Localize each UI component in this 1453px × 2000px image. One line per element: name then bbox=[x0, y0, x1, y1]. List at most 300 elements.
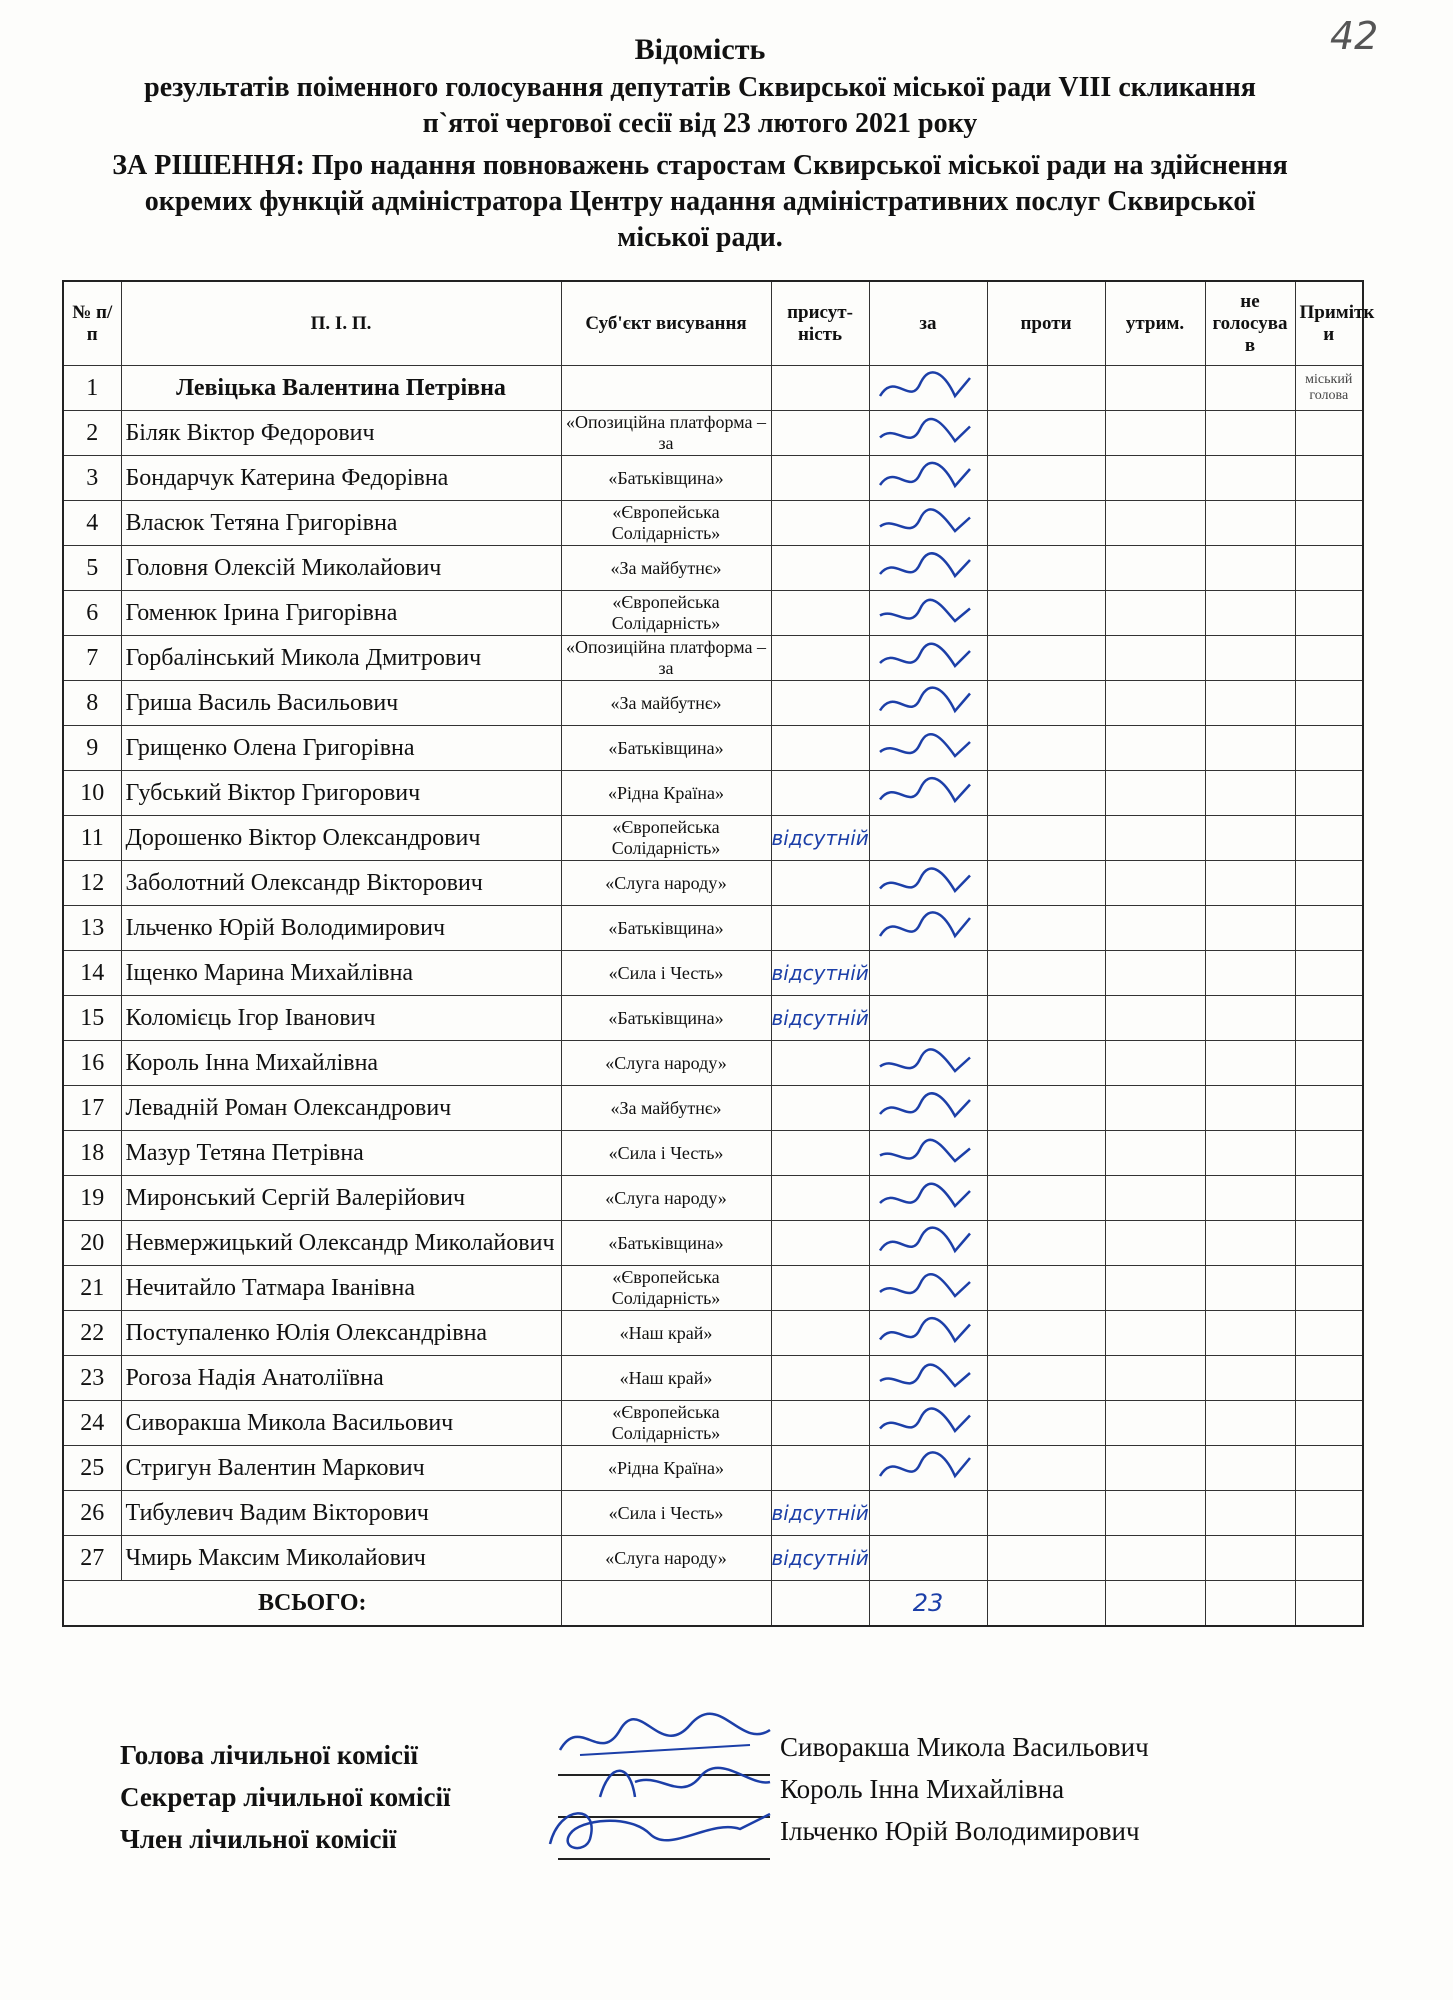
row-for-signature bbox=[869, 726, 987, 771]
row-abstain bbox=[1105, 1086, 1205, 1131]
row-not-voted bbox=[1205, 1446, 1295, 1491]
row-for-signature bbox=[869, 546, 987, 591]
row-party: «Наш край» bbox=[561, 1356, 771, 1401]
row-party: «Рідна Країна» bbox=[561, 771, 771, 816]
row-not-voted bbox=[1205, 1041, 1295, 1086]
table-row bbox=[63, 996, 1363, 1041]
row-not-voted bbox=[1205, 951, 1295, 996]
signature-icon bbox=[870, 1041, 980, 1085]
table-row bbox=[63, 501, 1363, 546]
row-num: 20 bbox=[63, 1221, 121, 1266]
row-name: Чмирь Максим Миколайович bbox=[121, 1536, 561, 1581]
row-not-voted bbox=[1205, 1266, 1295, 1311]
row-abstain bbox=[1105, 1266, 1205, 1311]
row-party bbox=[561, 366, 771, 411]
row-abstain bbox=[1105, 951, 1205, 996]
row-name: Сиворакша Микола Васильович bbox=[121, 1401, 561, 1446]
total-for-value: 23 bbox=[869, 1581, 987, 1627]
row-name: Левіцька Валентина Петрівна bbox=[121, 366, 561, 411]
row-abstain bbox=[1105, 771, 1205, 816]
row-num: 4 bbox=[63, 501, 121, 546]
row-num: 21 bbox=[63, 1266, 121, 1311]
absent-mark: відсутній bbox=[771, 960, 869, 985]
row-not-voted bbox=[1205, 1131, 1295, 1176]
row-not-voted bbox=[1205, 1221, 1295, 1266]
signature-icon bbox=[870, 726, 980, 770]
row-against bbox=[987, 366, 1105, 411]
row-present bbox=[771, 1131, 869, 1176]
row-note bbox=[1295, 681, 1363, 726]
row-present bbox=[771, 366, 869, 411]
row-present bbox=[771, 636, 869, 681]
row-num: 15 bbox=[63, 996, 121, 1041]
row-name: Левадній Роман Олександрович bbox=[121, 1086, 561, 1131]
row-num: 18 bbox=[63, 1131, 121, 1176]
row-not-voted bbox=[1205, 1401, 1295, 1446]
row-for-signature bbox=[869, 1536, 987, 1581]
col-num: № п/п bbox=[63, 281, 121, 366]
voting-table bbox=[62, 280, 1375, 1627]
signature-icon bbox=[870, 1266, 980, 1310]
row-present bbox=[771, 1401, 869, 1446]
row-against bbox=[987, 1266, 1105, 1311]
row-against bbox=[987, 636, 1105, 681]
signature-icon bbox=[870, 1176, 980, 1220]
row-party: «Слуга народу» bbox=[561, 1536, 771, 1581]
row-not-voted bbox=[1205, 996, 1295, 1041]
row-abstain bbox=[1105, 861, 1205, 906]
row-against bbox=[987, 1311, 1105, 1356]
table-row bbox=[63, 906, 1363, 951]
row-name: Мазур Тетяна Петрівна bbox=[121, 1131, 561, 1176]
row-name: Невмержицький Олександр Миколайович bbox=[121, 1221, 561, 1266]
row-num: 7 bbox=[63, 636, 121, 681]
row-not-voted bbox=[1205, 501, 1295, 546]
table-row bbox=[63, 951, 1363, 996]
row-party: «Європейська Солідарність» bbox=[561, 816, 771, 861]
commission-secretary-role: Секретар лічильної комісії bbox=[120, 1782, 451, 1812]
table-row bbox=[63, 1086, 1363, 1131]
col-present: присут-ність bbox=[771, 281, 869, 366]
row-note bbox=[1295, 1401, 1363, 1446]
row-party: «Батьківщина» bbox=[561, 726, 771, 771]
row-abstain bbox=[1105, 1041, 1205, 1086]
row-present bbox=[771, 501, 869, 546]
row-against bbox=[987, 771, 1105, 816]
row-for-signature bbox=[869, 1401, 987, 1446]
row-not-voted bbox=[1205, 1536, 1295, 1581]
row-abstain bbox=[1105, 456, 1205, 501]
table-row bbox=[63, 771, 1363, 816]
col-abstain: утрим. bbox=[1105, 281, 1205, 366]
decision-line2: окремих функцій адміністратора Центру надання адміністративних послуг Сквирської bbox=[144, 186, 1256, 217]
row-present bbox=[771, 1086, 869, 1131]
row-name: Гриша Василь Васильович bbox=[121, 681, 561, 726]
row-for-signature bbox=[869, 1491, 987, 1536]
row-present bbox=[771, 1536, 869, 1581]
row-num: 11 bbox=[63, 816, 121, 861]
table-row bbox=[63, 636, 1363, 681]
row-note bbox=[1295, 726, 1363, 771]
table-row bbox=[63, 816, 1363, 861]
row-abstain bbox=[1105, 1131, 1205, 1176]
row-note bbox=[1295, 1176, 1363, 1221]
row-num: 9 bbox=[63, 726, 121, 771]
row-num: 6 bbox=[63, 591, 121, 636]
row-against bbox=[987, 1176, 1105, 1221]
table-row bbox=[63, 1536, 1363, 1581]
row-num: 23 bbox=[63, 1356, 121, 1401]
row-name: Горбалінський Микола Дмитрович bbox=[121, 636, 561, 681]
row-not-voted bbox=[1205, 861, 1295, 906]
absent-mark: відсутній bbox=[771, 1500, 869, 1525]
row-for-signature bbox=[869, 861, 987, 906]
row-party: «Опозиційна платформа – за bbox=[561, 411, 771, 456]
row-against bbox=[987, 816, 1105, 861]
table-row bbox=[63, 1221, 1363, 1266]
row-not-voted bbox=[1205, 1356, 1295, 1401]
signature-icon bbox=[870, 501, 980, 545]
table-row bbox=[63, 1311, 1363, 1356]
row-present bbox=[771, 1221, 869, 1266]
row-against bbox=[987, 1356, 1105, 1401]
signature-icon bbox=[870, 1221, 980, 1265]
row-for-signature bbox=[869, 501, 987, 546]
row-num: 25 bbox=[63, 1446, 121, 1491]
table-row bbox=[63, 1401, 1363, 1446]
row-num: 10 bbox=[63, 771, 121, 816]
row-party: «Батьківщина» bbox=[561, 456, 771, 501]
row-not-voted bbox=[1205, 771, 1295, 816]
signature-icon bbox=[870, 681, 980, 725]
document-header bbox=[40, 30, 1360, 256]
total-abstain-cell bbox=[1105, 1581, 1205, 1627]
row-for-signature bbox=[869, 1221, 987, 1266]
row-name: Поступаленко Юлія Олександрівна bbox=[121, 1311, 561, 1356]
signature-icon bbox=[870, 1311, 980, 1355]
commission-member-role: Член лічильної комісії bbox=[120, 1824, 397, 1854]
commission-head-name: Сиворакша Микола Васильович bbox=[780, 1732, 1149, 1762]
col-party: Суб'єкт висування bbox=[561, 281, 771, 366]
row-party: «Європейська Солідарність» bbox=[561, 591, 771, 636]
document-subtitle-line2: п`ятої чергової сесії від 23 лютого 2021 року bbox=[422, 108, 978, 139]
row-note bbox=[1295, 1131, 1363, 1176]
row-num: 5 bbox=[63, 546, 121, 591]
row-abstain bbox=[1105, 591, 1205, 636]
col-note: Примітк и bbox=[1295, 281, 1363, 366]
signature-icon bbox=[870, 1086, 980, 1130]
row-name: Рогоза Надія Анатоліївна bbox=[121, 1356, 561, 1401]
row-for-signature bbox=[869, 1356, 987, 1401]
row-abstain bbox=[1105, 996, 1205, 1041]
member-signature-icon bbox=[540, 1794, 780, 1864]
absent-mark: відсутній bbox=[771, 1005, 869, 1030]
row-abstain bbox=[1105, 1356, 1205, 1401]
row-note bbox=[1295, 411, 1363, 456]
signature-icon bbox=[870, 906, 980, 950]
row-num: 24 bbox=[63, 1401, 121, 1446]
row-num: 2 bbox=[63, 411, 121, 456]
row-not-voted bbox=[1205, 591, 1295, 636]
signature-icon bbox=[870, 546, 980, 590]
row-note bbox=[1295, 951, 1363, 996]
table-row bbox=[63, 456, 1363, 501]
row-num: 8 bbox=[63, 681, 121, 726]
row-party: «Слуга народу» bbox=[561, 861, 771, 906]
row-present bbox=[771, 861, 869, 906]
total-label: ВСЬОГО: bbox=[63, 1581, 561, 1627]
table-row bbox=[63, 411, 1363, 456]
row-abstain bbox=[1105, 636, 1205, 681]
row-present bbox=[771, 726, 869, 771]
row-against bbox=[987, 996, 1105, 1041]
row-abstain bbox=[1105, 681, 1205, 726]
row-against bbox=[987, 1446, 1105, 1491]
absent-mark: відсутній bbox=[771, 1545, 869, 1570]
row-party: «Рідна Країна» bbox=[561, 1446, 771, 1491]
total-row bbox=[63, 1581, 1363, 1627]
row-for-signature bbox=[869, 1086, 987, 1131]
col-for: за bbox=[869, 281, 987, 366]
table-body bbox=[63, 366, 1363, 1581]
row-num: 12 bbox=[63, 861, 121, 906]
row-not-voted bbox=[1205, 546, 1295, 591]
row-name: Біляк Віктор Федорович bbox=[121, 411, 561, 456]
row-name: Тибулевич Вадим Вікторович bbox=[121, 1491, 561, 1536]
counting-commission bbox=[120, 1732, 1370, 1866]
table-row bbox=[63, 1131, 1363, 1176]
total-against-cell bbox=[987, 1581, 1105, 1627]
row-not-voted bbox=[1205, 636, 1295, 681]
row-against bbox=[987, 726, 1105, 771]
row-present bbox=[771, 1356, 869, 1401]
row-abstain bbox=[1105, 726, 1205, 771]
row-not-voted bbox=[1205, 366, 1295, 411]
row-present bbox=[771, 1491, 869, 1536]
commission-head-role: Голова лічильної комісії bbox=[120, 1740, 418, 1770]
row-present bbox=[771, 546, 869, 591]
row-note bbox=[1295, 816, 1363, 861]
row-for-signature bbox=[869, 1446, 987, 1491]
row-note bbox=[1295, 771, 1363, 816]
row-for-signature bbox=[869, 456, 987, 501]
row-against bbox=[987, 456, 1105, 501]
row-party: «Батьківщина» bbox=[561, 1221, 771, 1266]
row-present bbox=[771, 456, 869, 501]
signature-icon bbox=[870, 861, 980, 905]
row-abstain bbox=[1105, 366, 1205, 411]
signature-icon bbox=[870, 1401, 980, 1445]
row-name: Бондарчук Катерина Федорівна bbox=[121, 456, 561, 501]
row-for-signature bbox=[869, 906, 987, 951]
row-abstain bbox=[1105, 501, 1205, 546]
row-name: Власюк Тетяна Григорівна bbox=[121, 501, 561, 546]
row-present bbox=[771, 681, 869, 726]
row-against bbox=[987, 546, 1105, 591]
decision-line1: ЗА РІШЕННЯ: Про надання повноважень старостам Сквирської міської ради на здійснення bbox=[112, 150, 1288, 181]
row-against bbox=[987, 906, 1105, 951]
row-against bbox=[987, 591, 1105, 636]
row-for-signature bbox=[869, 411, 987, 456]
row-name: Губський Віктор Григорович bbox=[121, 771, 561, 816]
row-num: 17 bbox=[63, 1086, 121, 1131]
col-name: П. І. П. bbox=[121, 281, 561, 366]
row-present bbox=[771, 1041, 869, 1086]
row-against bbox=[987, 1536, 1105, 1581]
row-party: «За майбутнє» bbox=[561, 681, 771, 726]
row-abstain bbox=[1105, 1446, 1205, 1491]
table-row bbox=[63, 726, 1363, 771]
row-party: «За майбутнє» bbox=[561, 546, 771, 591]
row-name: Король Інна Михайлівна bbox=[121, 1041, 561, 1086]
row-abstain bbox=[1105, 1536, 1205, 1581]
row-abstain bbox=[1105, 816, 1205, 861]
table-row bbox=[63, 861, 1363, 906]
row-name: Грищенко Олена Григорівна bbox=[121, 726, 561, 771]
row-name: Стригун Валентин Маркович bbox=[121, 1446, 561, 1491]
col-not-voted: не голосува в bbox=[1205, 281, 1295, 366]
table-row bbox=[63, 1266, 1363, 1311]
row-name: Нечитайло Татмара Іванівна bbox=[121, 1266, 561, 1311]
row-num: 1 bbox=[63, 366, 121, 411]
row-note bbox=[1295, 1041, 1363, 1086]
row-note bbox=[1295, 1086, 1363, 1131]
row-note bbox=[1295, 1266, 1363, 1311]
row-not-voted bbox=[1205, 906, 1295, 951]
commission-secretary-name: Король Інна Михайлівна bbox=[780, 1774, 1065, 1804]
row-for-signature bbox=[869, 1311, 987, 1356]
row-against bbox=[987, 1401, 1105, 1446]
signature-icon bbox=[870, 1356, 980, 1400]
row-abstain bbox=[1105, 411, 1205, 456]
row-party: «Батьківщина» bbox=[561, 906, 771, 951]
row-name: Миронський Сергій Валерійович bbox=[121, 1176, 561, 1221]
signature-icon bbox=[870, 591, 980, 635]
row-note bbox=[1295, 906, 1363, 951]
row-note bbox=[1295, 1221, 1363, 1266]
row-for-signature bbox=[869, 1176, 987, 1221]
row-note bbox=[1295, 861, 1363, 906]
row-num: 19 bbox=[63, 1176, 121, 1221]
row-not-voted bbox=[1205, 1086, 1295, 1131]
row-party: «Сила і Честь» bbox=[561, 1131, 771, 1176]
total-not-voted-cell bbox=[1205, 1581, 1295, 1627]
row-against bbox=[987, 411, 1105, 456]
row-for-signature bbox=[869, 771, 987, 816]
row-not-voted bbox=[1205, 1491, 1295, 1536]
row-party: «Сила і Честь» bbox=[561, 951, 771, 996]
row-present bbox=[771, 1311, 869, 1356]
row-name: Заболотний Олександр Вікторович bbox=[121, 861, 561, 906]
member-signature-line bbox=[558, 1858, 770, 1860]
row-not-voted bbox=[1205, 456, 1295, 501]
table-row bbox=[63, 1446, 1363, 1491]
row-party: «Наш край» bbox=[561, 1311, 771, 1356]
commission-member-row bbox=[120, 1816, 1370, 1866]
document-subtitle-line1: результатів поіменного голосування депутатів Сквирської міської ради VIII скликання bbox=[144, 72, 1256, 103]
row-num: 14 bbox=[63, 951, 121, 996]
row-not-voted bbox=[1205, 411, 1295, 456]
row-num: 22 bbox=[63, 1311, 121, 1356]
row-not-voted bbox=[1205, 1176, 1295, 1221]
commission-member-name: Ільченко Юрій Володимирович bbox=[780, 1816, 1140, 1846]
row-present bbox=[771, 996, 869, 1041]
row-note bbox=[1295, 501, 1363, 546]
row-for-signature bbox=[869, 1041, 987, 1086]
row-abstain bbox=[1105, 1311, 1205, 1356]
row-name: Ільченко Юрій Володимирович bbox=[121, 906, 561, 951]
row-against bbox=[987, 1131, 1105, 1176]
row-against bbox=[987, 1086, 1105, 1131]
row-party: «Сила і Честь» bbox=[561, 1491, 771, 1536]
row-abstain bbox=[1105, 1401, 1205, 1446]
signature-icon bbox=[870, 1446, 980, 1490]
row-against bbox=[987, 1491, 1105, 1536]
row-num: 26 bbox=[63, 1491, 121, 1536]
total-party-cell bbox=[561, 1581, 771, 1627]
col-against: проти bbox=[987, 281, 1105, 366]
row-for-signature bbox=[869, 681, 987, 726]
row-note bbox=[1295, 996, 1363, 1041]
row-note bbox=[1295, 1356, 1363, 1401]
row-for-signature bbox=[869, 591, 987, 636]
signature-icon bbox=[870, 771, 980, 815]
row-for-signature bbox=[869, 366, 987, 411]
row-name: Головня Олексій Миколайович bbox=[121, 546, 561, 591]
row-present bbox=[771, 771, 869, 816]
row-note bbox=[1295, 591, 1363, 636]
signature-icon bbox=[870, 366, 980, 410]
row-party: «Слуга народу» bbox=[561, 1176, 771, 1221]
row-num: 27 bbox=[63, 1536, 121, 1581]
row-present bbox=[771, 1266, 869, 1311]
row-name: Іщенко Марина Михайлівна bbox=[121, 951, 561, 996]
document-title: Відомість bbox=[634, 33, 766, 66]
row-party: «Європейська Солідарність» bbox=[561, 1401, 771, 1446]
table-row bbox=[63, 591, 1363, 636]
row-note: міський голова bbox=[1295, 366, 1363, 411]
row-against bbox=[987, 1221, 1105, 1266]
row-present bbox=[771, 816, 869, 861]
row-against bbox=[987, 951, 1105, 996]
total-present-cell bbox=[771, 1581, 869, 1627]
row-present bbox=[771, 951, 869, 996]
row-for-signature bbox=[869, 816, 987, 861]
row-present bbox=[771, 1176, 869, 1221]
total-note-cell bbox=[1295, 1581, 1363, 1627]
signature-icon bbox=[870, 636, 980, 680]
table-row bbox=[63, 366, 1363, 411]
table-row bbox=[63, 1356, 1363, 1401]
row-not-voted bbox=[1205, 681, 1295, 726]
row-note bbox=[1295, 636, 1363, 681]
row-abstain bbox=[1105, 546, 1205, 591]
row-not-voted bbox=[1205, 726, 1295, 771]
page-number: 42 bbox=[1330, 14, 1379, 58]
row-abstain bbox=[1105, 1176, 1205, 1221]
row-abstain bbox=[1105, 906, 1205, 951]
signature-icon bbox=[870, 456, 980, 500]
row-party: «За майбутнє» bbox=[561, 1086, 771, 1131]
row-abstain bbox=[1105, 1491, 1205, 1536]
row-note bbox=[1295, 1311, 1363, 1356]
row-for-signature bbox=[869, 996, 987, 1041]
row-present bbox=[771, 591, 869, 636]
row-name: Коломієць Ігор Іванович bbox=[121, 996, 561, 1041]
row-not-voted bbox=[1205, 1311, 1295, 1356]
table-row bbox=[63, 681, 1363, 726]
row-note bbox=[1295, 1491, 1363, 1536]
